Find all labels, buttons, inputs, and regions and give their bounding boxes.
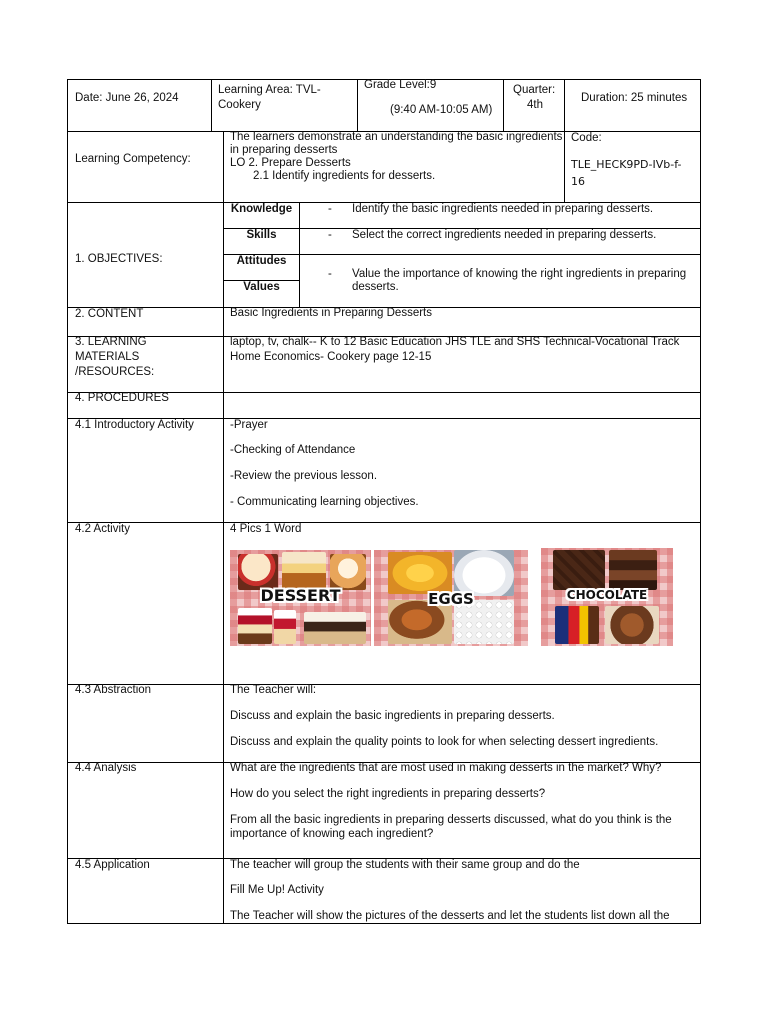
- materials-text-1: laptop, tv, chalk-- K to 12 Basic Education JHS TLE and SHS Technical-Vocational Track: [230, 336, 680, 348]
- knowledge-dash: -: [328, 203, 332, 215]
- class-time-text: (9:40 AM-10:05 AM): [390, 104, 493, 116]
- abstraction-item: The Teacher will:: [230, 684, 317, 696]
- intro-item: - Communicating learning objectives.: [230, 496, 419, 508]
- chocolate-word: CHOCOLATE: [566, 588, 648, 602]
- chocolate-picture: [541, 548, 673, 646]
- dessert-picture: [230, 550, 371, 646]
- analysis-item: importance of knowing each ingredient?: [230, 828, 434, 840]
- analysis-label: 4.4 Analysis: [75, 762, 137, 774]
- activity-label: 4.2 Activity: [75, 523, 130, 535]
- skills-label: Skills: [246, 229, 277, 241]
- activity-title: 4 Pics 1 Word: [230, 523, 302, 535]
- skills-text: Select the correct ingredients needed in preparing desserts.: [352, 229, 657, 241]
- application-label: 4.5 Application: [75, 859, 150, 871]
- competency-line-2: in preparing desserts: [230, 144, 338, 156]
- competency-lo: LO 2. Prepare Desserts: [230, 157, 351, 169]
- intro-item: -Prayer: [230, 419, 268, 431]
- duration-text: Duration: 25 minutes: [581, 92, 688, 104]
- date-text: Date: June 26, 2024: [75, 92, 179, 104]
- eggs-word: EGGS: [428, 590, 474, 608]
- procedures-label: 4. PROCEDURES: [75, 392, 169, 404]
- competency-sub: 2.1 Identify ingredients for desserts.: [253, 170, 436, 182]
- application-item: The teacher will group the students with their same group and do the: [230, 859, 580, 871]
- knowledge-label: Knowledge: [230, 203, 293, 215]
- grade-level-text: Grade Level:9: [364, 79, 437, 91]
- competency-line-1: The learners demonstrate an understanding the basic ingredients: [230, 131, 563, 143]
- objectives-label: 1. OBJECTIVES:: [75, 253, 163, 265]
- application-item: The Teacher will show the pictures of the desserts and let the students list down all the: [230, 910, 670, 922]
- learning-area-value: Cookery: [218, 99, 261, 111]
- materials-label-3: /RESOURCES:: [75, 366, 155, 378]
- values-label: Values: [243, 281, 280, 293]
- materials-label-2: MATERIALS: [75, 351, 140, 363]
- materials-label-1: 3. LEARNING: [75, 336, 147, 348]
- content-text: Basic Ingredients in Preparing Desserts: [230, 307, 432, 319]
- intro-item: -Review the previous lesson.: [230, 470, 378, 482]
- application-item: Fill Me Up! Activity: [230, 884, 324, 896]
- intro-activity-label: 4.1 Introductory Activity: [75, 419, 194, 431]
- content-label: 2. CONTENT: [75, 308, 144, 320]
- abstraction-item: Discuss and explain the basic ingredients in preparing desserts.: [230, 710, 555, 722]
- dessert-word: DESSERT: [260, 586, 341, 605]
- attitudes-text-2: desserts.: [352, 281, 399, 293]
- skills-dash: -: [328, 229, 332, 241]
- knowledge-text: Identify the basic ingredients needed in preparing desserts.: [352, 203, 654, 215]
- attitudes-text-1: Value the importance of knowing the right ingredients in preparing: [352, 268, 687, 280]
- learning-area-label: Learning Area: TVL-: [218, 84, 321, 96]
- code-value-line-2: 16: [571, 175, 585, 188]
- analysis-item: How do you select the right ingredients in preparing desserts?: [230, 788, 546, 800]
- analysis-item: What are the ingredients that are most used in making desserts in the market? Why?: [230, 762, 662, 774]
- code-label: Code:: [571, 132, 602, 144]
- competency-label: Learning Competency:: [75, 153, 191, 165]
- abstraction-label: 4.3 Abstraction: [75, 684, 152, 696]
- code-value-line-1: TLE_HECK9PD-IVb-f-: [571, 158, 682, 171]
- quarter-value: 4th: [527, 99, 543, 111]
- analysis-item: From all the basic ingredients in preparing desserts discussed, what do you think is the: [230, 814, 672, 826]
- attitudes-dash: -: [328, 268, 332, 280]
- eggs-picture: [374, 550, 528, 646]
- intro-item: -Checking of Attendance: [230, 444, 356, 456]
- attitudes-label: Attitudes: [236, 255, 287, 267]
- materials-text-2: Home Economics- Cookery page 12-15: [230, 351, 432, 363]
- quarter-label: Quarter:: [513, 84, 556, 96]
- abstraction-item: Discuss and explain the quality points to look for when selecting dessert ingredients.: [230, 736, 659, 748]
